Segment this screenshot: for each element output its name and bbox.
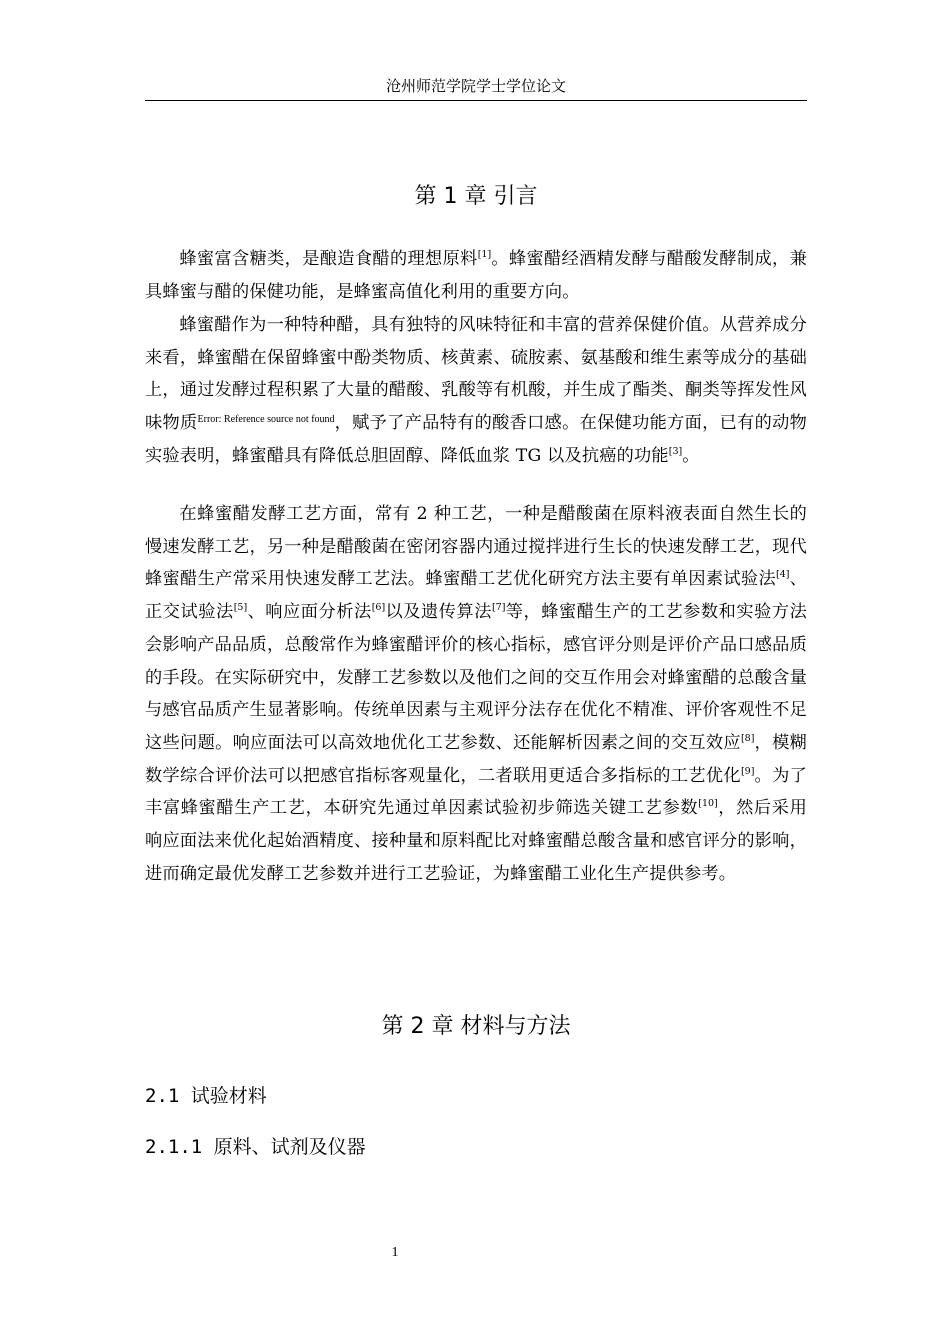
section-heading-2-1-1: 2.1.1 原料、试剂及仪器 bbox=[145, 1136, 366, 1158]
paragraph-2 bbox=[145, 309, 807, 473]
citation-marker: [10] bbox=[698, 798, 718, 810]
text-run: 、响应面分析法 bbox=[247, 602, 372, 623]
text-run: 蜂蜜富含糖类，是酿造食醋的理想原料 bbox=[179, 249, 478, 269]
text-run: ，然后采用响应面法来优化起始酒精度、接种量和原料配比对蜂蜜醋总酸含量和感官评分的影响，进而确定最优发酵工艺参数并进行工艺验证，为蜂蜜醋工业化生产提供参考。 bbox=[145, 798, 807, 884]
citation-marker: [4] bbox=[776, 569, 790, 581]
text-run: 等，蜂蜜醋生产的工艺参数和实验方法会影响产品品质，总酸常作为蜂蜜醋评价的核心指标，感官评分则是评价产品口感品质的手段。在实际研究中，发酵工艺参数以及他们之间的交互作用会对蜂蜜醋的总酸含量与感官品质产生显著影响。传统单因素与主观评分法存在优化不精准、评价客观性不足这些问题。响应面法可以高效地优化工艺参数、还能解析因素之间的交互效应 bbox=[145, 602, 807, 753]
citation-marker: [5] bbox=[233, 602, 248, 614]
running-header: 沧州师范学院学士学位论文 bbox=[385, 77, 566, 95]
citation-marker: [6] bbox=[371, 602, 386, 614]
citation-marker: [3] bbox=[668, 445, 683, 457]
text-run: 。为了丰富蜂蜜醋生产工艺，本研究先通过单因素试验初步筛选关键工艺参数 bbox=[145, 765, 807, 819]
text-run: ，赋予了产品特有的酸香口感。在保健功能方面，已有的动物实验表明，蜂蜜醋具有降低总胆固醇、降低血浆 TG 以及抗癌的功能 bbox=[145, 413, 808, 466]
paragraph-3 bbox=[145, 498, 807, 890]
section-heading-2-1: 2.1 试验材料 bbox=[145, 1085, 267, 1107]
text-run: 蜂蜜醋作为一种特种醋，具有独特的风味特征和丰富的营养保健价值。从营养成分来看，蜂蜜醋在保留蜂蜜中酚类物质、核黄素、硫胺素、氨基酸和维生素等成分的基础上，通过发酵过程积累了大量的醋酸、乳酸等有机酸，并生成了酯类、酮类等挥发性风味物质 bbox=[145, 315, 807, 434]
text-run: 以及遗传算法 bbox=[385, 602, 492, 623]
text-run: 在蜂蜜醋发酵工艺方面，常有 2 种工艺，一种是醋酸菌在原料液表面自然生长的慢速发酵工艺，另一种是醋酸菌在密闭容器内通过搅拌进行生长的快速发酵工艺，现代蜂蜜醋生产常采用快速发酵工艺法。蜂蜜醋工艺优化研究方法主要有单因素试验法 bbox=[145, 504, 807, 590]
text-run: ，模糊数学综合评价法可以把感官指标客观量化，二者联用更适合多指标的工艺优化 bbox=[145, 732, 807, 786]
chapter-2-title: 第 2 章 材料与方法 bbox=[381, 1014, 571, 1039]
text-run: 。 bbox=[682, 445, 700, 466]
citation-marker: [8] bbox=[740, 732, 755, 744]
citation-marker: [7] bbox=[491, 602, 506, 614]
text-run: 。蜂蜜醋经酒精发酵与醋酸发酵制成，兼具蜂蜜与醋的保健功能，是蜂蜜高值化利用的重要方向。 bbox=[145, 249, 807, 302]
header-rule bbox=[145, 100, 807, 101]
reference-error-note: Error: Reference source not found bbox=[197, 414, 335, 426]
citation-marker: [1] bbox=[477, 249, 492, 260]
chapter-1-title: 第 1 章 引言 bbox=[414, 184, 538, 209]
citation-marker: [9] bbox=[740, 765, 755, 777]
page-number: 1 bbox=[391, 1245, 399, 1260]
text-run: 、正交试验法 bbox=[145, 569, 807, 623]
paragraph-1 bbox=[145, 243, 807, 308]
